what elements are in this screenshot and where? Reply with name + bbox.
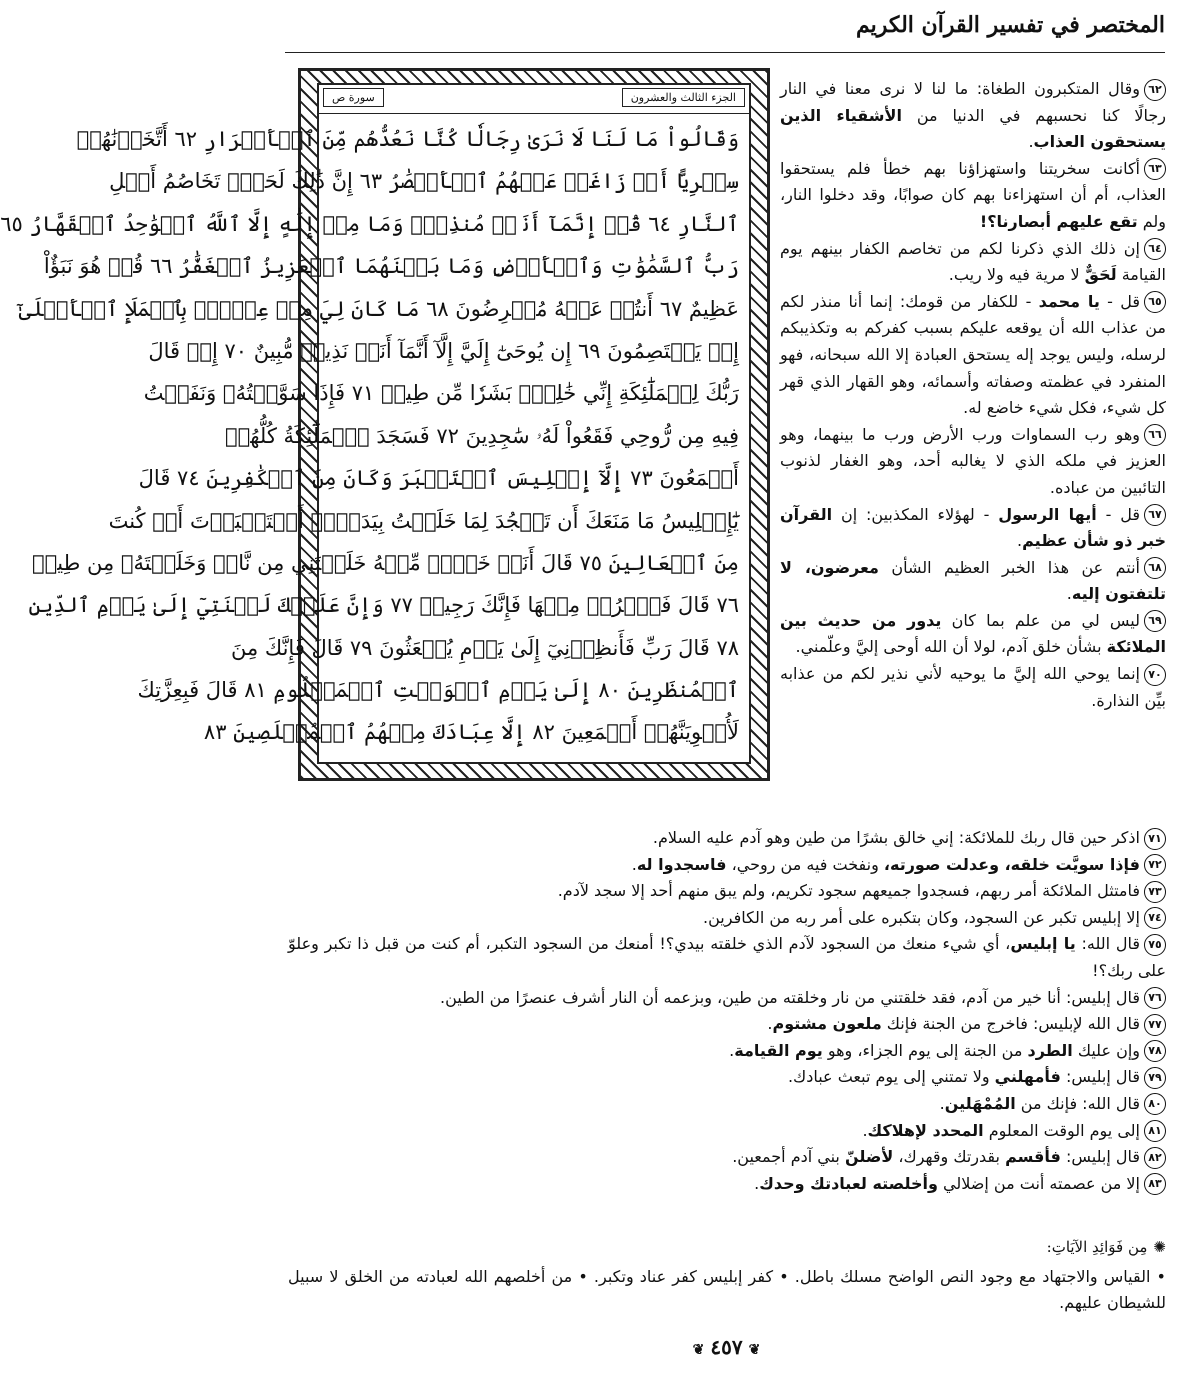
quran-line: رَبُّكَ لِلۡمَلَٰٓئِكَةِ إِنِّي خَٰلِقُۢ بَشَرٗا مِّن طِينٖ ٧١ فَإِذَا سَوَّيۡتُهُۥ وَنَفَخۡتُ (143, 381, 739, 406)
benefits-heading (1047, 1238, 1166, 1256)
quran-line: ٱلۡمُنظَرِينَ ٨٠ إِلَىٰ يَوۡمِ ٱلۡوَقۡتِ ٱلۡمَعۡلُومِ ٨١ قَالَ فَبِعِزَّتِكَ (137, 678, 739, 703)
tafsir-verse (780, 289, 1166, 422)
verse-explanation: اذكر حين قال ربك للملائكة: إني خالق بشرًا من طين وهو آدم عليه السلام. (652, 828, 1140, 847)
verse-explanation: وهو رب السماوات ورب الأرض ورب ما بينهما، وهو العزيز في ملكه الذي لا يغالبه أحد، وهو الغفار لذنوب التائبين من عباده. (780, 424, 1166, 497)
flower-icon: ✺ (1153, 1238, 1166, 1256)
verse-explanation: إلى يوم الوقت المعلوم المحدد لإهلاكك. (862, 1120, 1140, 1140)
verse-number-badge: ٦٢ (1144, 79, 1166, 101)
verse-number-badge: ٦٥ (1144, 291, 1166, 313)
tafsir-verse (288, 1144, 1166, 1171)
tafsir-verse (780, 555, 1166, 608)
verse-explanation: إلا إبليس تكبر عن السجود، وكان بتكبره على أمر ربه من الكافرين. (703, 907, 1140, 927)
frame-header (319, 85, 749, 114)
verse-number-badge: ٨٠ (1144, 1093, 1166, 1115)
ornament-icon: ❦ (748, 1342, 761, 1358)
verse-number-badge: ٨٢ (1144, 1147, 1166, 1169)
tafsir-full-width (288, 825, 1166, 1197)
tafsir-verse (780, 422, 1166, 502)
quran-line: رَبُّ ٱلسَّمَٰوَٰتِ وَٱلۡأَرۡضِ وَمَا بَيۡنَهُمَا ٱلۡعَزِيزُ ٱلۡغَفَّٰرُ ٦٦ قُلۡ هُوَ نَبَؤٌاْ (43, 254, 739, 279)
tafsir-verse (288, 878, 1166, 905)
verse-number-badge: ٦٩ (1144, 610, 1166, 632)
verse-number-badge: ٧١ (1144, 828, 1166, 850)
verse-explanation: إلا من عصمته أنت من إضلالي وأخلصته لعبادتك وحدك. (754, 1173, 1140, 1193)
page-number: ٤٥٧ (710, 1335, 743, 1359)
header-divider (285, 52, 1165, 53)
verse-number-badge: ٦٤ (1144, 238, 1166, 260)
tafsir-verse (288, 825, 1166, 852)
quran-text (0, 114, 749, 754)
ornament-icon: ❦ (692, 1342, 705, 1358)
verse-number-badge: ٧٣ (1144, 881, 1166, 903)
verse-explanation: وقال المتكبرون الطغاة: ما لنا لا نرى معنا في النار رجالًا كنا نحسبهم في الدنيا من الأشقياء الذين يستحقون العذاب. (780, 79, 1167, 152)
verse-number-badge: ٦٣ (1144, 158, 1166, 180)
tafsir-verse (288, 1091, 1166, 1118)
verse-number-badge: ٧٠ (1144, 664, 1166, 686)
tafsir-verse (288, 1118, 1166, 1145)
verse-explanation: ليس لي من علم بما كان يدور من حديث بين الملائكة بشأن خلق آدم، لولا أن الله أوحى إليَّ وعلّمني. (780, 610, 1166, 657)
quran-line: عَظِيمٌ ٦٧ أَنتُمۡ عَنۡهُ مُعۡرِضُونَ ٦٨ مَا كَانَ لِيَ مِنۡ عِلۡمِۭ بِٱلۡمَلَإِ ٱلۡأَعۡلَىٰٓ (18, 296, 739, 321)
verse-explanation: إنما يوحي الله إليَّ ما يوحيه لأني نذير لكم من عذابه بيِّن النذارة. (780, 664, 1166, 710)
verse-number-badge: ٨٣ (1144, 1173, 1166, 1195)
tafsir-verse (780, 236, 1166, 289)
verse-explanation: وإن عليك الطرد من الجنة إلى يوم الجزاء، وهو يوم القيامة. (729, 1040, 1140, 1060)
quran-line: فِيهِ مِن رُّوحِي فَقَعُواْ لَهُۥ سَٰجِدِينَ ٧٢ فَسَجَدَ ٱلۡمَلَٰٓئِكَةُ كُلُّهُمۡ (225, 423, 739, 448)
tafsir-verse (288, 1038, 1166, 1065)
benefits-text: • القياس والاجتهاد مع وجود النص الواضح مسلك باطل. • كفر إبليس كفر عناد وتكبر. • من أخلصهم الله لعبادته من الخلق لا سبيل للشيطان عليهم. (288, 1267, 1166, 1312)
tafsir-verse (288, 1011, 1166, 1038)
verse-number-badge: ٨١ (1144, 1120, 1166, 1142)
verse-number-badge: ٧٢ (1144, 854, 1166, 876)
verse-explanation: قال إبليس: أنا خير من آدم، فقد خلقتني من نار وخلقته من طين، وبزعمه أن النار أشرف عنصرًا من الطين. (440, 987, 1140, 1007)
verse-explanation: قال الله: فإنك من المُمْهَلين. (939, 1093, 1140, 1113)
verse-explanation: قال إبليس: فأقسم بقدرتك وقهرك، لأضلنّ بني آدم أجمعين. (732, 1147, 1140, 1167)
verse-number-badge: ٧٩ (1144, 1067, 1166, 1089)
verse-number-badge: ٧٧ (1144, 1014, 1166, 1036)
tafsir-verse (288, 1171, 1166, 1198)
verse-explanation: قل - أيها الرسول - لهؤلاء المكذبين: إن القرآن خبر ذو شأن عظيم. (780, 504, 1166, 551)
quran-frame (0, 68, 770, 781)
tafsir-verse (780, 661, 1166, 714)
tafsir-verse (288, 1064, 1166, 1091)
quran-line: ٧٨ قَالَ رَبِّ فَأَنظِرۡنِيٓ إِلَىٰ يَوۡمِ يُبۡعَثُونَ ٧٩ قَالَ فَإِنَّكَ مِنَ (230, 635, 739, 660)
book-title: المختصر في تفسير القرآن الكريم (856, 12, 1165, 38)
verse-explanation: فإذا سويَّت خلقه، وعدلت صورته، ونفخت فيه من روحي، فاسجدوا له. (631, 854, 1140, 874)
verse-explanation: فامتثل الملائكة أمر ربهم، فسجدوا جميعهم سجود تكريم، ولم يبق منهم أحد إلا سجد لآدم. (557, 881, 1140, 901)
quran-line: لَأُغۡوِيَنَّهُمۡ أَجۡمَعِينَ ٨٢ إِلَّا عِبَادَكَ مِنۡهُمُ ٱلۡمُخۡلَصِينَ ٨٣ (203, 720, 739, 745)
verse-explanation: قل - يا محمد - للكفار من قومك: إنما أنا منذر لكم من عذاب الله أن يوقعه عليكم بسبب كفركم به وتكذيبكم لرسله، وليس يوجد إله يستحق العبادة إلا الله سبحانه، فهو المنفرد في عظمته وصفاته وأسمائه، وهو القهار الذي قهر كل شيء، فكل شيء خاضع له. (780, 291, 1166, 418)
tafsir-verse (780, 76, 1166, 156)
tafsir-right-column (780, 76, 1166, 714)
verse-explanation: إن ذلك الذي ذكرنا لكم من تخاصم الكفار بينهم يوم القيامة لَحَقٌّ لا مرية فيه ولا ريب. (780, 238, 1166, 285)
tafsir-verse (288, 931, 1166, 984)
quran-line: يَٰٓإِبۡلِيسُ مَا مَنَعَكَ أَن تَسۡجُدَ لِمَا خَلَقۡتُ بِيَدَيَّۖ أَسۡتَكۡبَرۡتَ أَمۡ كُنتَ (108, 508, 739, 533)
verse-explanation: قال الله لإبليس: فاخرج من الجنة فإنك ملعون مشتوم. (767, 1014, 1140, 1034)
quran-line: ٧٦ قَالَ فَٱخۡرُجۡ مِنۡهَا فَإِنَّكَ رَجِيمٞ ٧٧ وَإِنَّ عَلَيۡكَ لَعۡنَتِيٓ إِلَىٰ يَوۡمِ ٱلدِّينِ (28, 593, 739, 618)
verse-number-badge: ٦٦ (1144, 424, 1166, 446)
verse-explanation: أنتم عن هذا الخبر العظيم الشأن معرضون، لا تلتفتون إليه. (780, 557, 1166, 604)
quran-line: وَقَالُواْ مَا لَنَا لَا نَرَىٰ رِجَالٗا كُنَّا نَعُدُّهُم مِّنَ ٱلۡأَشۡرَارِ ٦٢ أَتَّخَذۡنَٰهُمۡ (76, 127, 739, 151)
tafsir-verse (288, 852, 1166, 879)
page-header (285, 8, 1165, 60)
verse-number-badge: ٧٤ (1144, 907, 1166, 929)
verse-number-badge: ٦٨ (1144, 557, 1166, 579)
quran-line: سِخۡرِيًّا أَمۡ زَاغَتۡ عَنۡهُمُ ٱلۡأَبۡصَٰرُ ٦٣ إِنَّ ذَٰلِكَ لَحَقّٞ تَخَاصُمُ أَهۡلِ (109, 169, 739, 194)
verse-explanation: قال الله: يا إبليس، أي شيء منعك من السجود لآدم الذي خلقته بيدي؟! أمنعك من السجود التكبر، أم كنت من قبل ذا تكبر وعلوّ على ربك؟! (288, 934, 1166, 980)
tafsir-verse (288, 985, 1166, 1012)
tafsir-verse (780, 502, 1166, 555)
page-number-footer (254, 1335, 1199, 1359)
quran-line: إِذۡ يَخۡتَصِمُونَ ٦٩ إِن يُوحَىٰٓ إِلَيَّ إِلَّآ أَنَّمَآ أَنَا۠ نَذِيرٞ مُّبِينٌ ٧٠ إِذۡ قَالَ (148, 338, 739, 363)
tafsir-verse (780, 608, 1166, 661)
benefits-heading-text: مِن فَوَائِدِ الآيَاتِ: (1046, 1238, 1148, 1256)
verse-number-badge: ٧٨ (1144, 1040, 1166, 1062)
quran-line: أَجۡمَعُونَ ٧٣ إِلَّآ إِبۡلِيسَ ٱسۡتَكۡبَرَ وَكَانَ مِنَ ٱلۡكَٰفِرِينَ ٧٤ قَالَ (138, 466, 739, 491)
surah-label: سورة ص (323, 88, 384, 107)
verse-explanation: أكانت سخريتنا واستهزاؤنا بهم خطأ فلم يستحقوا العذاب، أم أن استهزاءنا بهم كان صوابًا، وقد دخلوا النار، ولم تقع عليهم أبصارنا؟! (780, 158, 1166, 231)
verse-number-badge: ٧٦ (1144, 987, 1166, 1009)
quran-frame-inner (0, 83, 751, 764)
verse-number-badge: ٧٥ (1144, 934, 1166, 956)
tafsir-verse (288, 905, 1166, 932)
quran-line: ٱلنَّارِ ٦٤ قُلۡ إِنَّمَآ أَنَا۠ مُنذِرٞۖ وَمَا مِنۡ إِلَٰهٍ إِلَّا ٱللَّهُ ٱلۡوَٰحِدُ ٱلۡقَهَّارُ ٦٥ (0, 211, 739, 236)
verse-explanation: قال إبليس: فأمهلني ولا تمتني إلى يوم تبعث عبادك. (787, 1067, 1140, 1087)
juz-label: الجزء الثالث والعشرون (622, 88, 745, 107)
quran-line: مِنَ ٱلۡعَالِينَ ٧٥ قَالَ أَنَا۠ خَيۡرٞ مِّنۡهُ خَلَقۡتَنِي مِن نَّارٖ وَخَلَقۡتَهُۥ مِن طِينٖ (32, 550, 739, 575)
verse-number-badge: ٦٧ (1144, 504, 1166, 526)
tafsir-verse (780, 156, 1166, 236)
